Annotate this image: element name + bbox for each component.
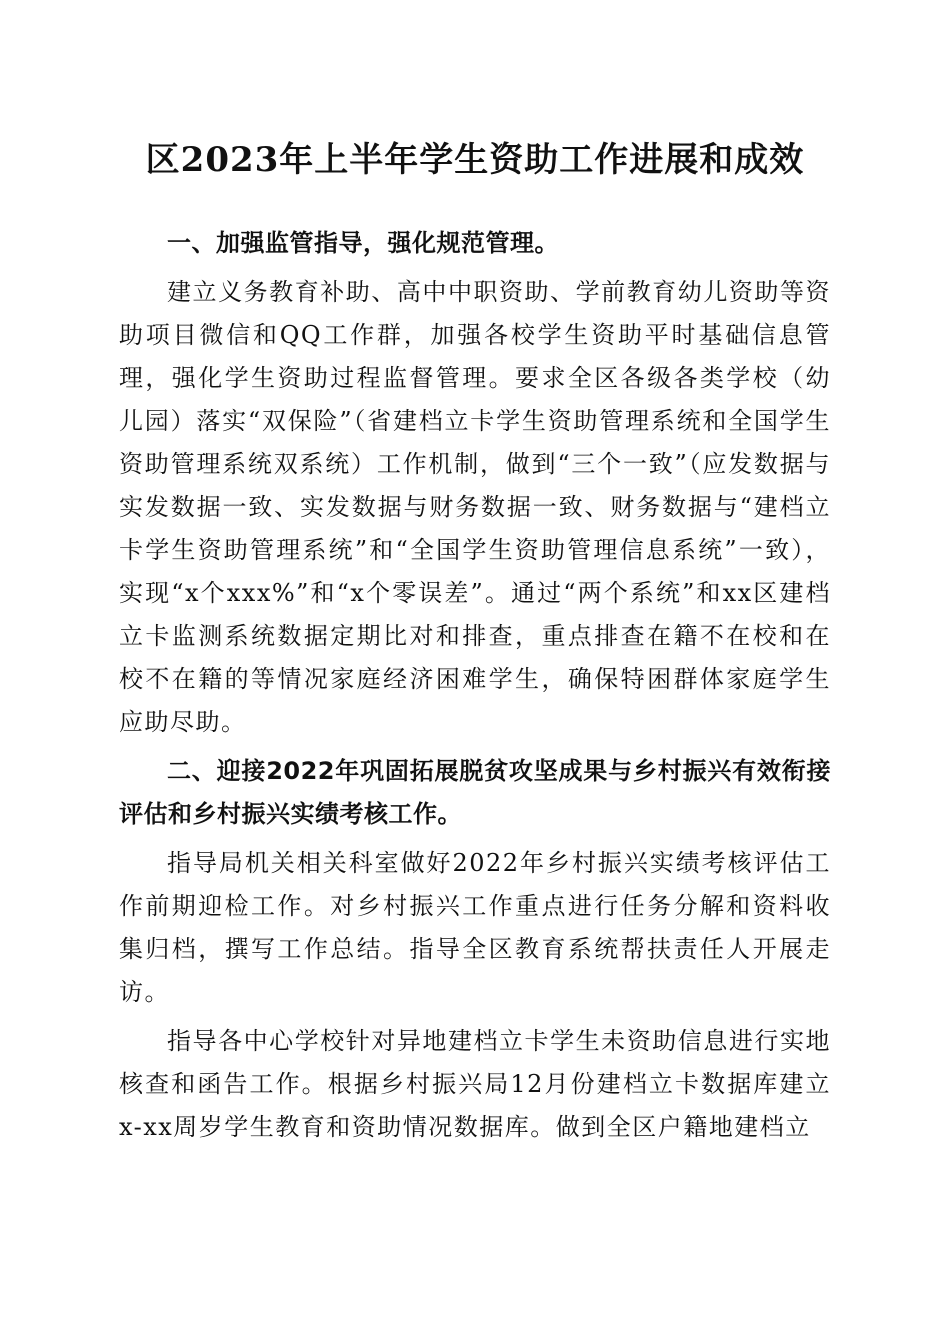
section-heading-1: 一、加强监管指导，强化规范管理。 bbox=[167, 229, 559, 257]
document-body bbox=[119, 222, 831, 1149]
document-title: 区2023年上半年学生资助工作进展和成效 bbox=[145, 140, 805, 180]
section-2-paragraph-2: 指导各中心学校针对异地建档立卡学生未资助信息进行实地核查和函告工作。根据乡村振兴局12月份建档立卡数据库建立x-xx周岁学生教育和资助情况数据库。做到全区户籍地建档立 bbox=[119, 1027, 831, 1141]
section-2-paragraph-1: 指导局机关相关科室做好2022年乡村振兴实绩考核评估工作前期迎检工作。对乡村振兴工作重点进行任务分解和资料收集归档，撰写工作总结。指导全区教育系统帮扶责任人开展走访。 bbox=[119, 849, 831, 1006]
section-heading-2: 二、迎接2022年巩固拓展脱贫攻坚成果与乡村振兴有效衔接评估和乡村振兴实绩考核工作。 bbox=[119, 757, 831, 828]
section-1-paragraph-1: 建立义务教育补助、高中中职资助、学前教育幼儿资助等资助项目微信和QQ工作群，加强各校学生资助平时基础信息管理，强化学生资助过程监督管理。要求全区各级各类学校（幼儿园）落实“双保险”（省建档立卡学生资助管理系统和全国学生资助管理系统双系统）工作机制，做到“三个一致”（应发数据与实发数据一致、实发数据与财务数据一致、财务数据与“建档立卡学生资助管理系统”和“全国学生资助管理信息系统”一致），实现“x个xxx%”和“x个零误差”。通过“两个系统”和xx区建档立卡监测系统数据定期比对和排查，重点排查在籍不在校和在校不在籍的等情况家庭经济困难学生，确保特困群体家庭学生应助尽助。 bbox=[119, 278, 831, 736]
